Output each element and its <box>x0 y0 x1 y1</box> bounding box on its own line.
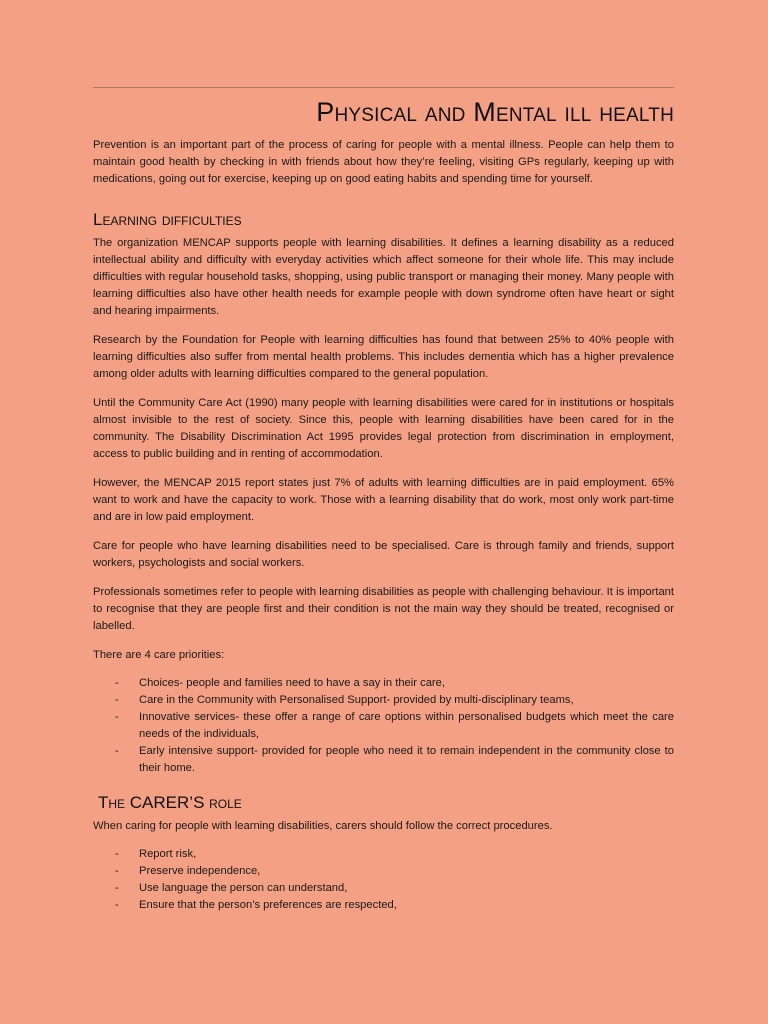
dash-marker: - <box>115 711 119 723</box>
list-item-text: Preserve independence, <box>139 865 261 877</box>
list-item-text: Report risk, <box>139 848 197 860</box>
dash-marker: - <box>115 694 119 706</box>
carers-intro-paragraph: When caring for people with learning disabilities, carers should follow the correct procedures. <box>93 820 553 832</box>
list-item <box>93 846 674 863</box>
dash-marker: - <box>115 865 119 877</box>
document-page <box>93 87 674 914</box>
carers-role-heading: The CARER’S role <box>98 793 242 812</box>
list-item <box>93 692 674 709</box>
page-title: Physical and Mental ill health <box>316 97 674 127</box>
header-rule <box>93 87 674 88</box>
learning-paragraph: Until the Community Care Act (1990) many people with learning disabilities were cared for in institutions or hospitals almost invisible to the rest of society. Since this, people with learning disabilities have been cared for in the community. The Disability Discrimination Act 1995 provides legal protection from discrimination in employment, access to public building and in renting of accommodation. <box>93 397 674 460</box>
list-item <box>93 863 674 880</box>
list-item <box>93 743 674 777</box>
dash-marker: - <box>115 882 119 894</box>
learning-difficulties-heading: Learning difficulties <box>93 210 242 229</box>
list-item-text: Early intensive support- provided for people who need it to remain independent in the community close to their home. <box>139 745 674 774</box>
care-priorities-lead: There are 4 care priorities: <box>93 649 225 661</box>
dash-marker: - <box>115 745 119 757</box>
list-item <box>93 675 674 692</box>
list-item <box>93 709 674 743</box>
list-item-text: Use language the person can understand, <box>139 882 348 894</box>
list-item <box>93 880 674 897</box>
learning-paragraph: However, the MENCAP 2015 report states just 7% of adults with learning difficulties are in paid employment. 65% want to work and have the capacity to work. Those with a learning disability that do work, most only work part-time and are in low paid employment. <box>93 477 674 523</box>
carers-procedures-list <box>93 846 674 914</box>
learning-paragraph: Professionals sometimes refer to people with learning disabilities as people with challenging behaviour. It is important to recognise that they are people first and their condition is not the main way they should be treated, recognised or labelled. <box>93 586 674 632</box>
list-item-text: Choices- people and families need to have a say in their care, <box>139 677 445 689</box>
dash-marker: - <box>115 899 119 911</box>
care-priorities-list <box>93 675 674 777</box>
list-item-text: Ensure that the person’s preferences are respected, <box>139 899 397 911</box>
list-item <box>93 897 674 914</box>
list-item-text: Innovative services- these offer a range of care options within personalised budgets which meet the care needs of the individuals, <box>139 711 674 740</box>
learning-paragraph: The organization MENCAP supports people with learning disabilities. It defines a learning disability as a reduced intellectual ability and difficulty with everyday activities which affect someone for their whole life. This may include difficulties with regular household tasks, shopping, using public transport or managing their money. Many people with learning difficulties also have other health needs for example people with down syndrome often have heart or sight and hearing impairments. <box>93 237 674 317</box>
dash-marker: - <box>115 848 119 860</box>
dash-marker: - <box>115 677 119 689</box>
learning-paragraph: Research by the Foundation for People with learning difficulties has found that between 25% to 40% people with learning difficulties also suffer from mental health problems. This includes dementia which has a higher prevalence among older adults with learning difficulties compared to the general population. <box>93 334 674 380</box>
list-item-text: Care in the Community with Personalised Support- provided by multi-disciplinary teams, <box>139 694 574 706</box>
intro-paragraph: Prevention is an important part of the process of caring for people with a mental illness. People can help them to maintain good health by checking in with friends about how they’re feeling, visiting GPs regularly, keeping up with medications, going out for exercise, keeping up on good eating habits and spending time for yourself. <box>93 139 674 185</box>
learning-paragraph: Care for people who have learning disabilities need to be specialised. Care is through family and friends, support workers, psychologists and social workers. <box>93 540 674 569</box>
